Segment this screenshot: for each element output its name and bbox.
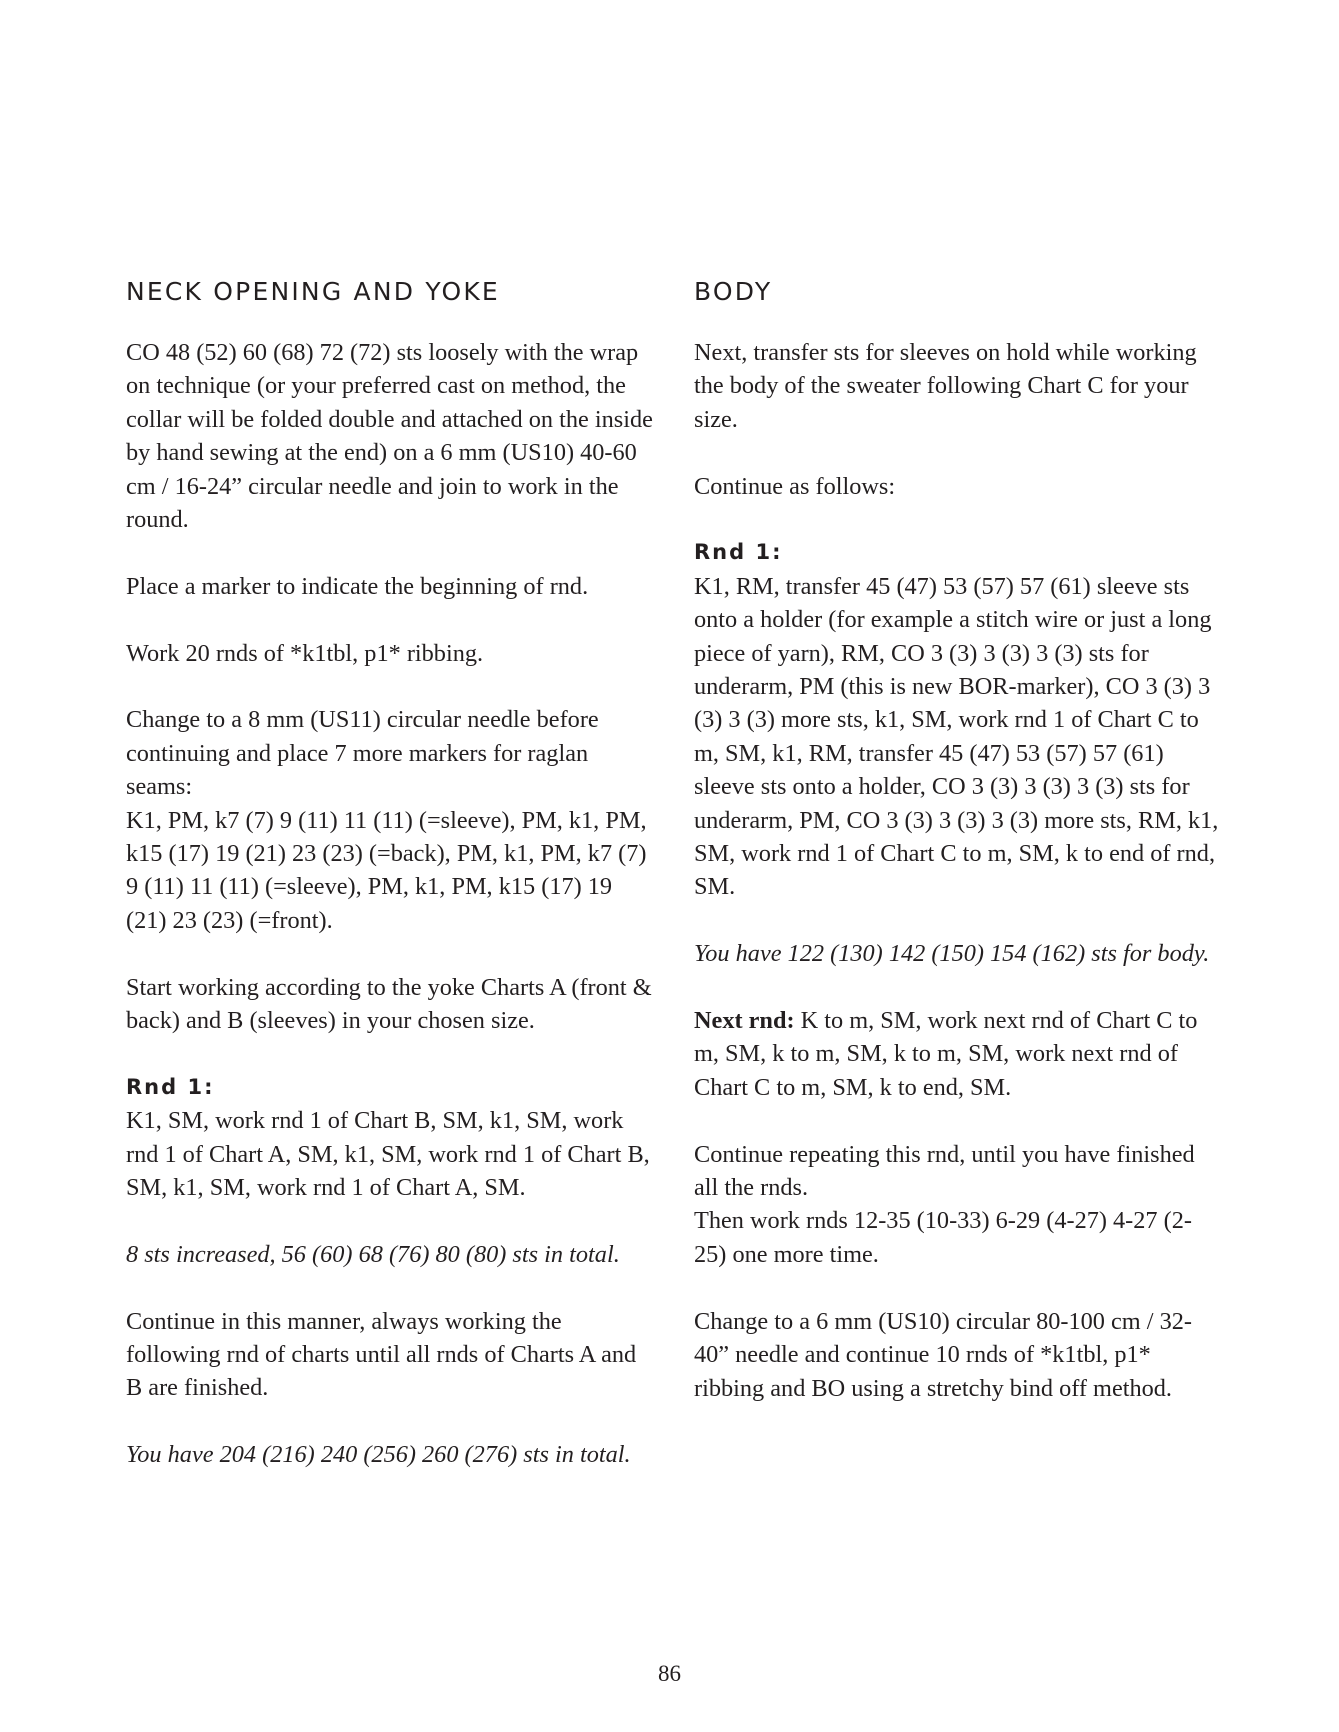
rnd1-label: Rnd 1: (126, 1074, 215, 1099)
rnd1-instructions: K1, SM, work rnd 1 of Chart B, SM, k1, SM, work rnd 1 of Chart A, SM, k1, SM, work rnd 1 of Chart B, SM, k1, SM, work rnd 1 of Chart A, SM. (126, 1107, 650, 1202)
next-rnd-label: Next rnd: (694, 1007, 795, 1035)
body-rnd1-label: Rnd 1: (694, 540, 783, 565)
ribbing-paragraph: Work 20 rnds of *k1tbl, p1* ribbing. (126, 639, 484, 667)
finish-ribbing-paragraph: Change to a 6 mm (US10) circular 80-100 cm / 32-40” needle and continue 10 rnds of *k1tbl, p1* ribbing and BO using a stretchy bind off method. (694, 1307, 1192, 1402)
body-stitch-count-note: You have 122 (130) 142 (150) 154 (162) sts for body. (694, 940, 1210, 968)
next-rnd-instructions: K to m, SM, work next rnd of Chart C to m, SM, k to m, SM, k to m, SM, work next rnd of Chart C to m, SM, k to end, SM. (694, 1007, 1198, 1101)
continue-paragraph: Continue in this manner, always working the following rnd of charts until all rnds of Charts A and B are finished. (126, 1307, 637, 1402)
right-column (694, 270, 1224, 1438)
yoke-charts-paragraph: Start working according to the yoke Charts A (front & back) and B (sleeves) in your chosen size. (126, 973, 652, 1035)
page-number: 86 (658, 1661, 681, 1686)
section-heading-neck-yoke: NECK OPENING AND YOKE (126, 277, 500, 306)
marker-paragraph: Place a marker to indicate the beginning of rnd. (126, 572, 589, 600)
increase-note: 8 sts increased, 56 (60) 68 (76) 80 (80) sts in total. (126, 1240, 620, 1268)
repeat-paragraph: Continue repeating this rnd, until you have finished all the rnds. (694, 1140, 1195, 1202)
transfer-paragraph: Next, transfer sts for sleeves on hold while working the body of the sweater following Chart C for your size. (694, 339, 1197, 433)
total-stitches-note: You have 204 (216) 240 (256) 260 (276) sts in total. (126, 1441, 631, 1469)
body-rnd1-instructions: K1, RM, transfer 45 (47) 53 (57) 57 (61) sleeve sts onto a holder (for example a stitch wire or just a long piece of yarn), RM, CO 3 (3) 3 (3) 3 (3) sts for underarm, PM (this is new BOR-marker), CO 3 (3) 3 (3) 3 (3) more sts, k1, SM, work rnd 1 of Chart C to m, SM, k1, RM, transfer 45 (47) 53 (57) 57 (61) sleeve sts onto a holder, CO 3 (3) 3 (3) 3 (3) sts for underarm, PM, CO 3 (3) 3 (3) 3 (3) more sts, RM, k1, SM, work rnd 1 of Chart C to m, SM, k to end of rnd, SM. (694, 572, 1219, 901)
left-column (126, 270, 656, 1505)
cast-on-paragraph: CO 48 (52) 60 (68) 72 (72) sts loosely with the wrap on technique (or your preferred cast on method, the collar will be folded double and attached on the inside by hand sewing at the end) on a 6 mm (US10) 40-60 cm / 16-24” circular needle and join to work in the round. (126, 339, 653, 534)
section-heading-body: BODY (694, 277, 773, 306)
raglan-markers-paragraph: K1, PM, k7 (7) 9 (11) 11 (11) (=sleeve), PM, k1, PM, k15 (17) 19 (21) 23 (23) (=back), PM, k1, PM, k7 (7) 9 (11) 11 (11) (=sleeve), PM, k1, PM, k15 (17) 19 (21) 23 (23) (=front). (126, 806, 647, 934)
continue-as-follows: Continue as follows: (694, 472, 896, 500)
needle-change-paragraph: Change to a 8 mm (US11) circular needle before continuing and place 7 more markers for raglan seams: (126, 706, 599, 801)
next-rnd-paragraph (694, 1004, 1224, 1104)
rework-rnds-paragraph: Then work rnds 12-35 (10-33) 6-29 (4-27) 4-27 (2-25) one more time. (694, 1207, 1192, 1268)
